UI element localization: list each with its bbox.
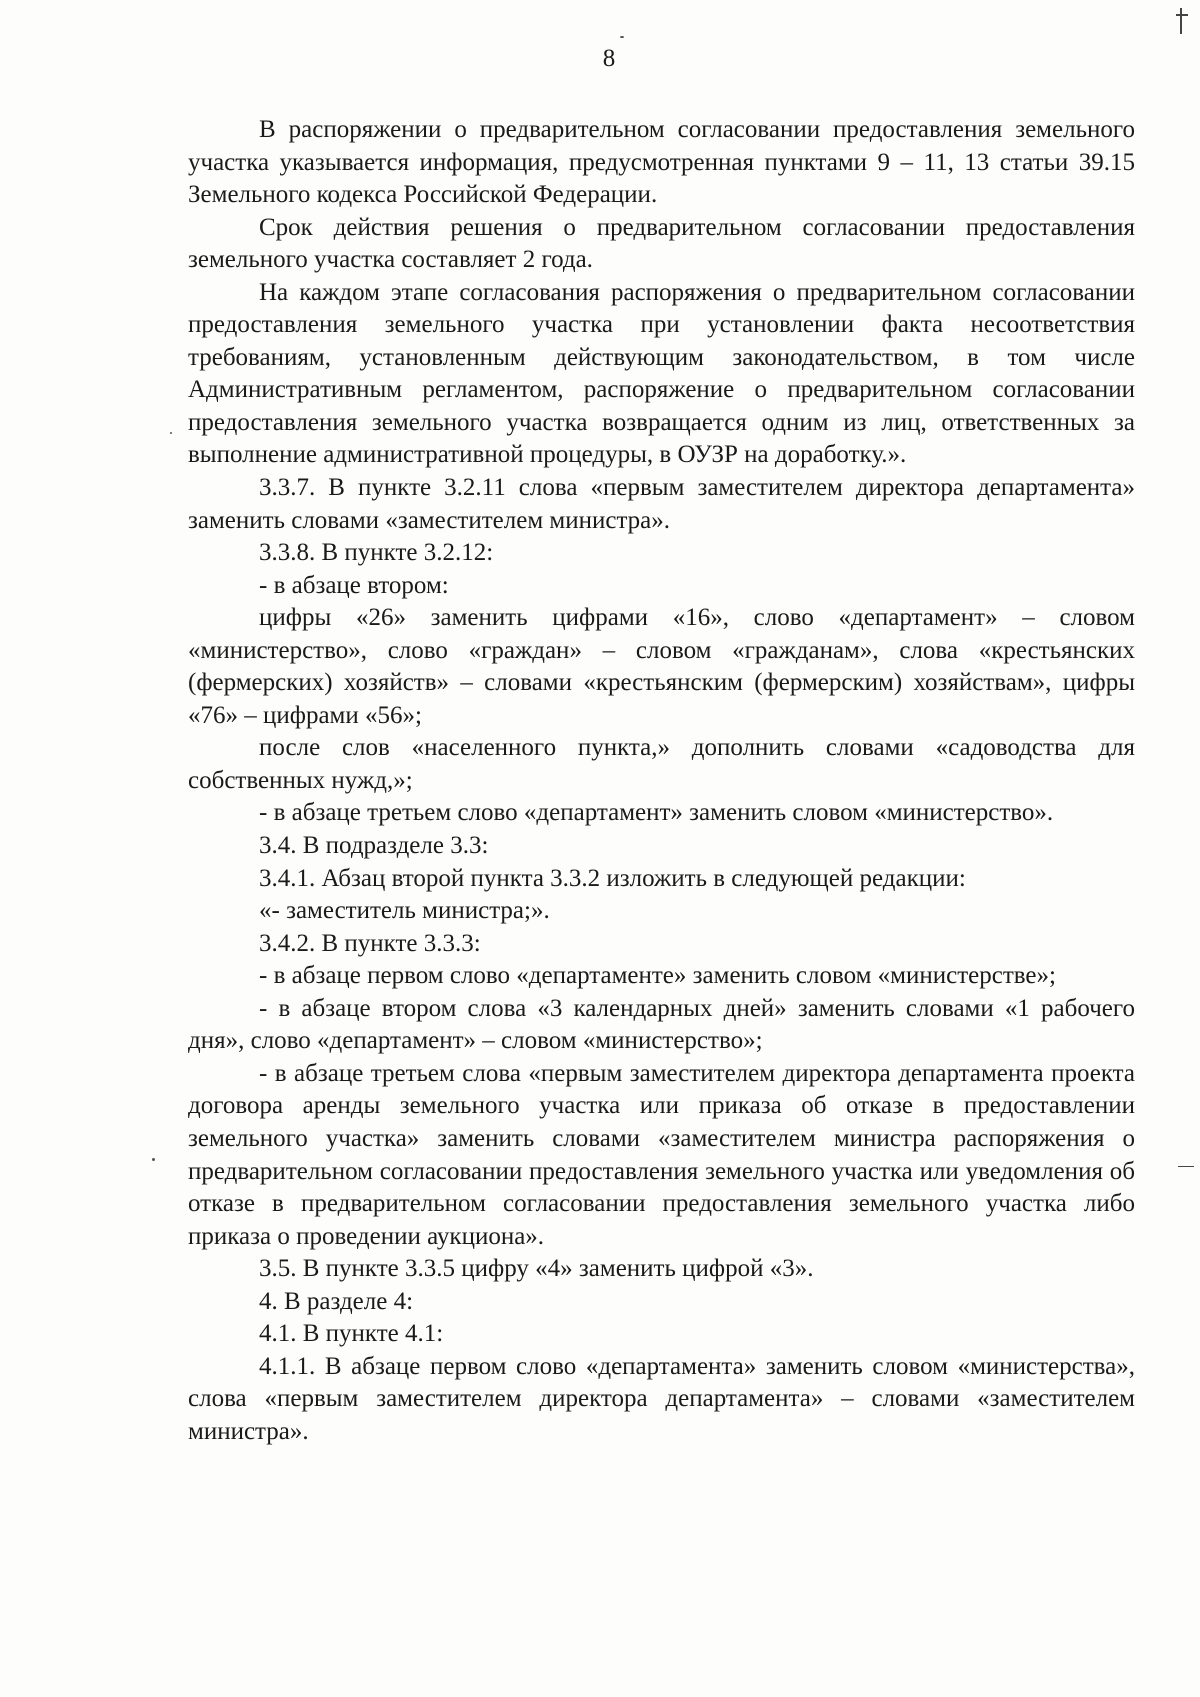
paragraph: 3.3.8. В пункте 3.2.12:: [259, 539, 494, 567]
paragraph: 3.3.7. В пункте 3.2.11 слова «первым заместителем директора департамента» заменить словами «заместителем министра».: [188, 474, 1135, 534]
paragraph: - в абзаце втором слова «3 календарных дней» заменить словами «1 рабочего дня», слово «департамент» – словом «министерство»;: [188, 994, 1135, 1055]
paragraph: 4.1. В пункте 4.1:: [259, 1320, 444, 1348]
paragraph: 3.4.1. Абзац второй пункта 3.3.2 изложить в следующей редакции:: [259, 864, 966, 892]
paragraph: - в абзаце третьем слово «департамент» заменить словом «министерство».: [259, 799, 1054, 827]
paragraph: - в абзаце третьем слова «первым заместителем директора департамента проекта договора аренды земельного участка или приказа об отказе в предоставлении земельного участка» заменить словами «заместителем министра распоряжения о предварительном согласовании предоставления земельного участка или уведомления об отказе в предварительном согласовании предоставления земельного участка либо приказа о проведении аукциона».: [188, 1059, 1135, 1250]
paragraph: - в абзаце втором:: [259, 571, 449, 599]
paragraph: после слов «населенного пункта,» дополнить словами «садоводства для собственных нужд,»;: [188, 734, 1135, 794]
paragraph: - в абзаце первом слово «департаменте» заменить словом «министерстве»;: [259, 962, 1056, 990]
paragraph: цифры «26» заменить цифрами «16», слово «департамент» – словом «министерство», слово «граждан» – словом «гражданам», слова «крестьянских (фермерских) хозяйств» – словами «крестьянским (фермерским) хозяйствам», цифры «76» – цифрами «56»;: [188, 604, 1135, 729]
paragraph: В распоряжении о предварительном согласовании предоставления земельного участка указывается информация, предусмотренная пунктами 9 – 11, 13 статьи 39.15 Земельного кодекса Российской Федерации.: [188, 116, 1135, 209]
page-number: 8: [602, 45, 616, 72]
scan-edge-mark: [1176, 14, 1188, 16]
scan-speck: [620, 36, 624, 38]
scan-speck: [152, 1158, 155, 1161]
scan-edge-mark: [1180, 8, 1182, 34]
paragraph: 4. В разделе 4:: [259, 1287, 414, 1315]
paragraph: На каждом этапе согласования распоряжения о предварительном согласовании предоставления земельного участка при установлении факта несоответствия требованиям, установленным действующим законодательством, в том числе Административным регламентом, распоряжение о предварительном согласовании предоставления земельного участка возвращается одним из лиц, ответственных за выполнение административной процедуры, в ОУЗР на доработку.».: [188, 278, 1135, 469]
scan-speck: [170, 432, 172, 434]
paragraph: «- заместитель министра;».: [259, 897, 550, 925]
paragraph: 3.4. В подразделе 3.3:: [259, 832, 489, 860]
scan-edge-mark: [1178, 1166, 1194, 1167]
paragraph: 4.1.1. В абзаце первом слово «департамента» заменить словом «министерства», слова «первым заместителем директора департамента» – словами «заместителем министра».: [188, 1352, 1135, 1445]
document-body: [188, 114, 1135, 1448]
paragraph: 3.4.2. В пункте 3.3.3:: [259, 929, 481, 957]
paragraph: Срок действия решения о предварительном согласовании предоставления земельного участка составляет 2 года.: [188, 213, 1135, 274]
paragraph: 3.5. В пункте 3.3.5 цифру «4» заменить цифрой «3».: [259, 1255, 814, 1283]
